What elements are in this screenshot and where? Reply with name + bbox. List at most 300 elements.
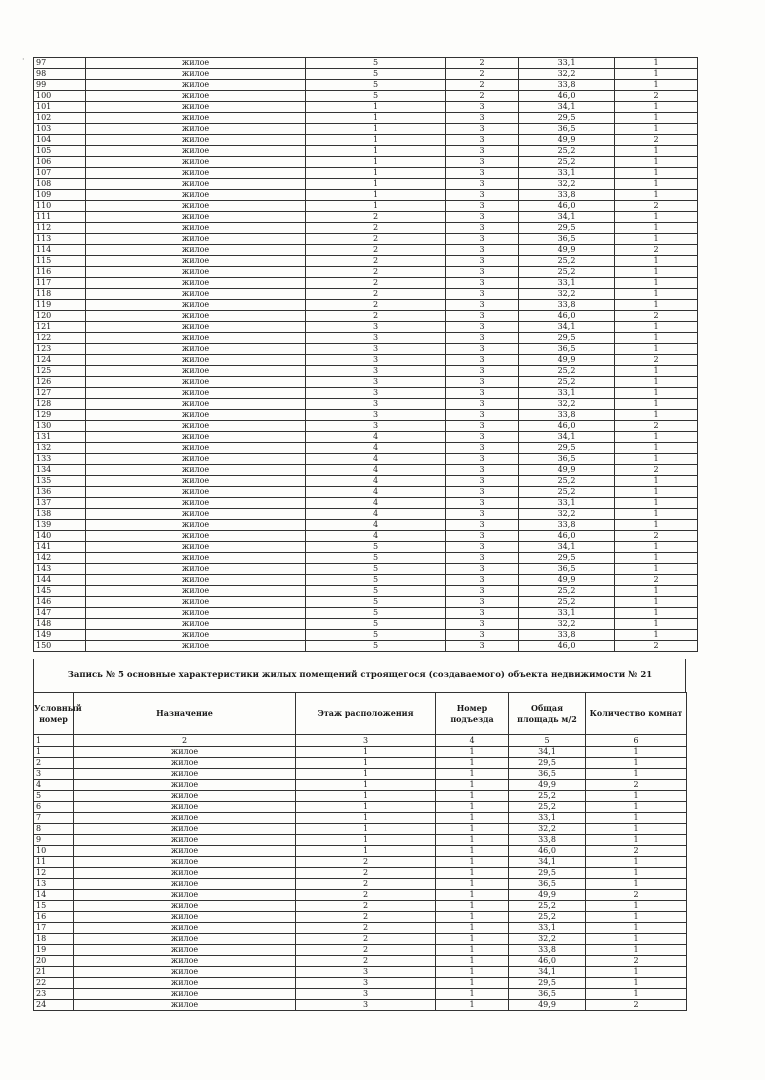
cell-entrance: 3 <box>446 520 519 531</box>
cell-area: 49,9 <box>509 1000 586 1011</box>
cell-number: 132 <box>34 443 86 454</box>
cell-area: 34,1 <box>509 857 586 868</box>
cell-entrance: 3 <box>446 212 519 223</box>
table-row <box>34 333 698 344</box>
cell-floor: 1 <box>296 758 436 769</box>
cell-number: 11 <box>34 857 74 868</box>
table-row <box>34 454 698 465</box>
cell-number: 128 <box>34 399 86 410</box>
cell-rooms: 1 <box>615 69 698 80</box>
cell-area: 36,5 <box>519 564 615 575</box>
cell-rooms: 1 <box>615 399 698 410</box>
cell-purpose: жилое <box>86 454 306 465</box>
cell-number: 102 <box>34 113 86 124</box>
cell-floor: 1 <box>296 769 436 780</box>
table-row <box>34 410 698 421</box>
cell-number: 133 <box>34 454 86 465</box>
cell-number: 141 <box>34 542 86 553</box>
table-row <box>34 846 687 857</box>
cell-rooms: 1 <box>615 322 698 333</box>
column-index: 4 <box>436 735 509 747</box>
table-row <box>34 256 698 267</box>
cell-area: 36,5 <box>509 989 586 1000</box>
cell-area: 46,0 <box>519 641 615 652</box>
cell-entrance: 1 <box>436 912 509 923</box>
cell-rooms: 1 <box>615 58 698 69</box>
cell-area: 49,9 <box>519 135 615 146</box>
cell-entrance: 3 <box>446 443 519 454</box>
cell-purpose: жилое <box>86 278 306 289</box>
cell-floor: 3 <box>296 967 436 978</box>
cell-area: 34,1 <box>509 747 586 758</box>
cell-number: 115 <box>34 256 86 267</box>
cell-area: 33,1 <box>509 923 586 934</box>
table-row <box>34 465 698 476</box>
table-row <box>34 344 698 355</box>
cell-floor: 1 <box>296 846 436 857</box>
cell-rooms: 2 <box>615 531 698 542</box>
cell-area: 25,2 <box>509 791 586 802</box>
cell-entrance: 3 <box>446 289 519 300</box>
table-row <box>34 901 687 912</box>
cell-floor: 2 <box>296 879 436 890</box>
cell-area: 32,2 <box>509 824 586 835</box>
cell-rooms: 1 <box>586 813 687 824</box>
cell-floor: 2 <box>306 311 446 322</box>
cell-floor: 1 <box>306 201 446 212</box>
cell-rooms: 1 <box>615 179 698 190</box>
cell-rooms: 2 <box>615 245 698 256</box>
cell-entrance: 1 <box>436 989 509 1000</box>
cell-purpose: жилое <box>86 179 306 190</box>
cell-entrance: 1 <box>436 758 509 769</box>
cell-number: 23 <box>34 989 74 1000</box>
cell-purpose: жилое <box>86 476 306 487</box>
cell-entrance: 2 <box>446 58 519 69</box>
cell-area: 25,2 <box>519 377 615 388</box>
cell-purpose: жилое <box>86 344 306 355</box>
cell-number: 5 <box>34 791 74 802</box>
cell-number: 100 <box>34 91 86 102</box>
cell-rooms: 1 <box>586 934 687 945</box>
cell-rooms: 2 <box>615 641 698 652</box>
cell-floor: 2 <box>306 245 446 256</box>
table-row <box>34 542 698 553</box>
table-row <box>34 355 698 366</box>
table-row <box>34 146 698 157</box>
cell-number: 18 <box>34 934 74 945</box>
cell-rooms: 1 <box>615 454 698 465</box>
cell-purpose: жилое <box>86 421 306 432</box>
cell-purpose: жилое <box>74 868 296 879</box>
scan-mark: · <box>22 55 25 64</box>
cell-entrance: 1 <box>436 967 509 978</box>
cell-entrance: 1 <box>436 780 509 791</box>
cell-rooms: 1 <box>586 879 687 890</box>
table-row <box>34 1000 687 1011</box>
cell-number: 148 <box>34 619 86 630</box>
table-row <box>34 399 698 410</box>
cell-rooms: 1 <box>615 597 698 608</box>
record5-table-body <box>34 747 687 1011</box>
cell-rooms: 1 <box>615 542 698 553</box>
cell-purpose: жилое <box>86 597 306 608</box>
cell-rooms: 2 <box>586 890 687 901</box>
cell-purpose: жилое <box>86 234 306 245</box>
cell-purpose: жилое <box>74 747 296 758</box>
cell-area: 32,2 <box>519 289 615 300</box>
cell-floor: 1 <box>306 190 446 201</box>
cell-floor: 1 <box>306 102 446 113</box>
cell-number: 13 <box>34 879 74 890</box>
cell-entrance: 3 <box>446 542 519 553</box>
cell-area: 33,1 <box>519 608 615 619</box>
cell-entrance: 3 <box>446 245 519 256</box>
cell-entrance: 3 <box>446 113 519 124</box>
cell-number: 16 <box>34 912 74 923</box>
cell-number: 119 <box>34 300 86 311</box>
cell-purpose: жилое <box>86 311 306 322</box>
cell-number: 24 <box>34 1000 74 1011</box>
cell-entrance: 3 <box>446 168 519 179</box>
cell-purpose: жилое <box>86 498 306 509</box>
cell-floor: 5 <box>306 553 446 564</box>
cell-rooms: 1 <box>615 289 698 300</box>
cell-purpose: жилое <box>86 333 306 344</box>
cell-number: 149 <box>34 630 86 641</box>
cell-number: 129 <box>34 410 86 421</box>
cell-purpose: жилое <box>86 267 306 278</box>
table-row <box>34 945 687 956</box>
cell-number: 10 <box>34 846 74 857</box>
cell-rooms: 1 <box>586 923 687 934</box>
cell-area: 33,8 <box>519 630 615 641</box>
cell-purpose: жилое <box>86 91 306 102</box>
cell-floor: 2 <box>296 923 436 934</box>
cell-number: 130 <box>34 421 86 432</box>
cell-purpose: жилое <box>74 901 296 912</box>
cell-rooms: 1 <box>586 978 687 989</box>
cell-entrance: 3 <box>446 300 519 311</box>
cell-number: 6 <box>34 802 74 813</box>
header-purpose: Назначение <box>74 693 296 735</box>
cell-area: 33,8 <box>519 80 615 91</box>
cell-purpose: жилое <box>86 190 306 201</box>
cell-rooms: 1 <box>615 619 698 630</box>
cell-purpose: жилое <box>74 879 296 890</box>
cell-rooms: 1 <box>615 432 698 443</box>
cell-rooms: 1 <box>586 747 687 758</box>
table-row <box>34 443 698 454</box>
cell-area: 49,9 <box>519 465 615 476</box>
cell-rooms: 1 <box>615 190 698 201</box>
cell-floor: 5 <box>306 575 446 586</box>
apartments-table-continued <box>33 57 698 652</box>
cell-number: 144 <box>34 575 86 586</box>
cell-entrance: 1 <box>436 868 509 879</box>
cell-purpose: жилое <box>86 212 306 223</box>
cell-floor: 1 <box>296 824 436 835</box>
cell-entrance: 3 <box>446 476 519 487</box>
table-row <box>34 289 698 300</box>
cell-area: 49,9 <box>519 355 615 366</box>
cell-entrance: 3 <box>446 333 519 344</box>
cell-floor: 2 <box>306 267 446 278</box>
cell-entrance: 1 <box>436 857 509 868</box>
table-row <box>34 824 687 835</box>
cell-floor: 2 <box>306 212 446 223</box>
cell-number: 22 <box>34 978 74 989</box>
cell-purpose: жилое <box>86 564 306 575</box>
cell-rooms: 1 <box>615 80 698 91</box>
cell-number: 127 <box>34 388 86 399</box>
cell-purpose: жилое <box>86 102 306 113</box>
cell-number: 12 <box>34 868 74 879</box>
cell-rooms: 2 <box>586 846 687 857</box>
cell-area: 25,2 <box>519 476 615 487</box>
cell-floor: 3 <box>306 421 446 432</box>
cell-area: 32,2 <box>519 619 615 630</box>
cell-floor: 1 <box>306 179 446 190</box>
apartments-table-body <box>34 58 698 652</box>
cell-area: 36,5 <box>519 454 615 465</box>
cell-number: 105 <box>34 146 86 157</box>
cell-floor: 5 <box>306 630 446 641</box>
cell-rooms: 1 <box>615 498 698 509</box>
table-row <box>34 934 687 945</box>
cell-entrance: 3 <box>446 586 519 597</box>
cell-rooms: 1 <box>615 630 698 641</box>
cell-area: 29,5 <box>509 758 586 769</box>
cell-rooms: 1 <box>615 388 698 399</box>
table-row <box>34 879 687 890</box>
cell-number: 112 <box>34 223 86 234</box>
cell-entrance: 1 <box>436 791 509 802</box>
cell-floor: 5 <box>306 641 446 652</box>
cell-rooms: 1 <box>586 945 687 956</box>
cell-number: 145 <box>34 586 86 597</box>
cell-floor: 5 <box>306 564 446 575</box>
cell-number: 21 <box>34 967 74 978</box>
table-row <box>34 366 698 377</box>
cell-number: 109 <box>34 190 86 201</box>
cell-area: 34,1 <box>519 542 615 553</box>
cell-number: 138 <box>34 509 86 520</box>
cell-rooms: 2 <box>615 421 698 432</box>
cell-rooms: 1 <box>615 608 698 619</box>
cell-area: 25,2 <box>509 912 586 923</box>
cell-purpose: жилое <box>74 791 296 802</box>
table-row <box>34 179 698 190</box>
cell-rooms: 2 <box>586 1000 687 1011</box>
cell-floor: 3 <box>296 1000 436 1011</box>
cell-floor: 1 <box>296 791 436 802</box>
header-rooms: Количество комнат <box>586 693 687 735</box>
cell-floor: 2 <box>296 857 436 868</box>
cell-area: 33,1 <box>519 388 615 399</box>
cell-rooms: 2 <box>615 311 698 322</box>
cell-number: 134 <box>34 465 86 476</box>
cell-rooms: 2 <box>586 956 687 967</box>
cell-number: 7 <box>34 813 74 824</box>
cell-purpose: жилое <box>74 912 296 923</box>
cell-entrance: 1 <box>436 769 509 780</box>
cell-entrance: 3 <box>446 234 519 245</box>
cell-entrance: 3 <box>446 388 519 399</box>
table-row <box>34 432 698 443</box>
cell-floor: 4 <box>306 531 446 542</box>
cell-purpose: жилое <box>86 619 306 630</box>
cell-rooms: 1 <box>615 102 698 113</box>
cell-number: 136 <box>34 487 86 498</box>
cell-entrance: 3 <box>446 608 519 619</box>
cell-area: 33,1 <box>519 58 615 69</box>
table-row <box>34 223 698 234</box>
cell-floor: 1 <box>296 813 436 824</box>
cell-purpose: жилое <box>86 520 306 531</box>
cell-entrance: 3 <box>446 630 519 641</box>
cell-floor: 2 <box>296 956 436 967</box>
cell-area: 34,1 <box>519 212 615 223</box>
cell-purpose: жилое <box>74 956 296 967</box>
cell-rooms: 1 <box>615 509 698 520</box>
cell-purpose: жилое <box>74 758 296 769</box>
cell-rooms: 1 <box>615 333 698 344</box>
cell-rooms: 1 <box>586 901 687 912</box>
cell-rooms: 1 <box>615 234 698 245</box>
cell-purpose: жилое <box>86 553 306 564</box>
table-row <box>34 201 698 212</box>
table-row <box>34 857 687 868</box>
cell-area: 36,5 <box>519 124 615 135</box>
cell-entrance: 1 <box>436 956 509 967</box>
cell-entrance: 3 <box>446 399 519 410</box>
cell-entrance: 3 <box>446 201 519 212</box>
cell-number: 17 <box>34 923 74 934</box>
cell-rooms: 1 <box>586 769 687 780</box>
table-row <box>34 956 687 967</box>
cell-entrance: 3 <box>446 465 519 476</box>
cell-rooms: 1 <box>615 377 698 388</box>
cell-rooms: 1 <box>586 868 687 879</box>
cell-area: 46,0 <box>519 421 615 432</box>
cell-area: 25,2 <box>519 487 615 498</box>
cell-area: 29,5 <box>519 553 615 564</box>
cell-entrance: 1 <box>436 1000 509 1011</box>
cell-number: 4 <box>34 780 74 791</box>
cell-rooms: 1 <box>615 443 698 454</box>
cell-number: 104 <box>34 135 86 146</box>
cell-floor: 2 <box>306 234 446 245</box>
table-row <box>34 388 698 399</box>
header-floor: Этаж расположения <box>296 693 436 735</box>
cell-floor: 5 <box>306 91 446 102</box>
cell-rooms: 1 <box>615 564 698 575</box>
cell-purpose: жилое <box>74 934 296 945</box>
cell-rooms: 1 <box>615 157 698 168</box>
table-row <box>34 967 687 978</box>
cell-entrance: 3 <box>446 553 519 564</box>
cell-area: 25,2 <box>519 157 615 168</box>
table-row <box>34 234 698 245</box>
cell-number: 117 <box>34 278 86 289</box>
cell-number: 118 <box>34 289 86 300</box>
cell-purpose: жилое <box>86 366 306 377</box>
table-row <box>34 597 698 608</box>
cell-number: 146 <box>34 597 86 608</box>
cell-area: 46,0 <box>519 201 615 212</box>
cell-entrance: 1 <box>436 923 509 934</box>
cell-entrance: 3 <box>446 355 519 366</box>
cell-purpose: жилое <box>86 80 306 91</box>
cell-area: 49,9 <box>519 245 615 256</box>
table-header-row <box>34 693 687 735</box>
cell-entrance: 3 <box>446 619 519 630</box>
cell-number: 137 <box>34 498 86 509</box>
cell-entrance: 3 <box>446 366 519 377</box>
cell-floor: 3 <box>306 333 446 344</box>
cell-rooms: 1 <box>615 168 698 179</box>
cell-area: 29,5 <box>519 113 615 124</box>
cell-purpose: жилое <box>86 168 306 179</box>
cell-area: 36,5 <box>509 769 586 780</box>
table-row <box>34 780 687 791</box>
cell-number: 139 <box>34 520 86 531</box>
table-row <box>34 190 698 201</box>
cell-number: 19 <box>34 945 74 956</box>
cell-purpose: жилое <box>86 443 306 454</box>
cell-purpose: жилое <box>74 769 296 780</box>
cell-purpose: жилое <box>86 256 306 267</box>
table-row <box>34 747 687 758</box>
cell-floor: 2 <box>306 300 446 311</box>
cell-area: 29,5 <box>509 868 586 879</box>
cell-area: 33,1 <box>519 498 615 509</box>
cell-floor: 5 <box>306 58 446 69</box>
cell-rooms: 1 <box>615 256 698 267</box>
cell-area: 49,9 <box>519 575 615 586</box>
cell-purpose: жилое <box>86 641 306 652</box>
cell-floor: 1 <box>296 802 436 813</box>
table-row <box>34 278 698 289</box>
cell-entrance: 3 <box>446 135 519 146</box>
table-row <box>34 531 698 542</box>
cell-entrance: 3 <box>446 146 519 157</box>
cell-rooms: 1 <box>615 366 698 377</box>
cell-purpose: жилое <box>74 1000 296 1011</box>
cell-number: 114 <box>34 245 86 256</box>
cell-number: 147 <box>34 608 86 619</box>
cell-floor: 4 <box>306 465 446 476</box>
cell-entrance: 3 <box>446 157 519 168</box>
cell-number: 8 <box>34 824 74 835</box>
cell-purpose: жилое <box>86 388 306 399</box>
cell-floor: 2 <box>296 901 436 912</box>
cell-entrance: 3 <box>446 454 519 465</box>
cell-floor: 3 <box>306 399 446 410</box>
cell-floor: 1 <box>296 835 436 846</box>
cell-number: 98 <box>34 69 86 80</box>
table-row <box>34 989 687 1000</box>
table-row <box>34 791 687 802</box>
cell-floor: 3 <box>296 989 436 1000</box>
cell-entrance: 3 <box>446 311 519 322</box>
cell-purpose: жилое <box>86 399 306 410</box>
cell-area: 33,8 <box>509 945 586 956</box>
header-area: Общая площадь м/2 <box>509 693 586 735</box>
cell-number: 14 <box>34 890 74 901</box>
cell-number: 124 <box>34 355 86 366</box>
